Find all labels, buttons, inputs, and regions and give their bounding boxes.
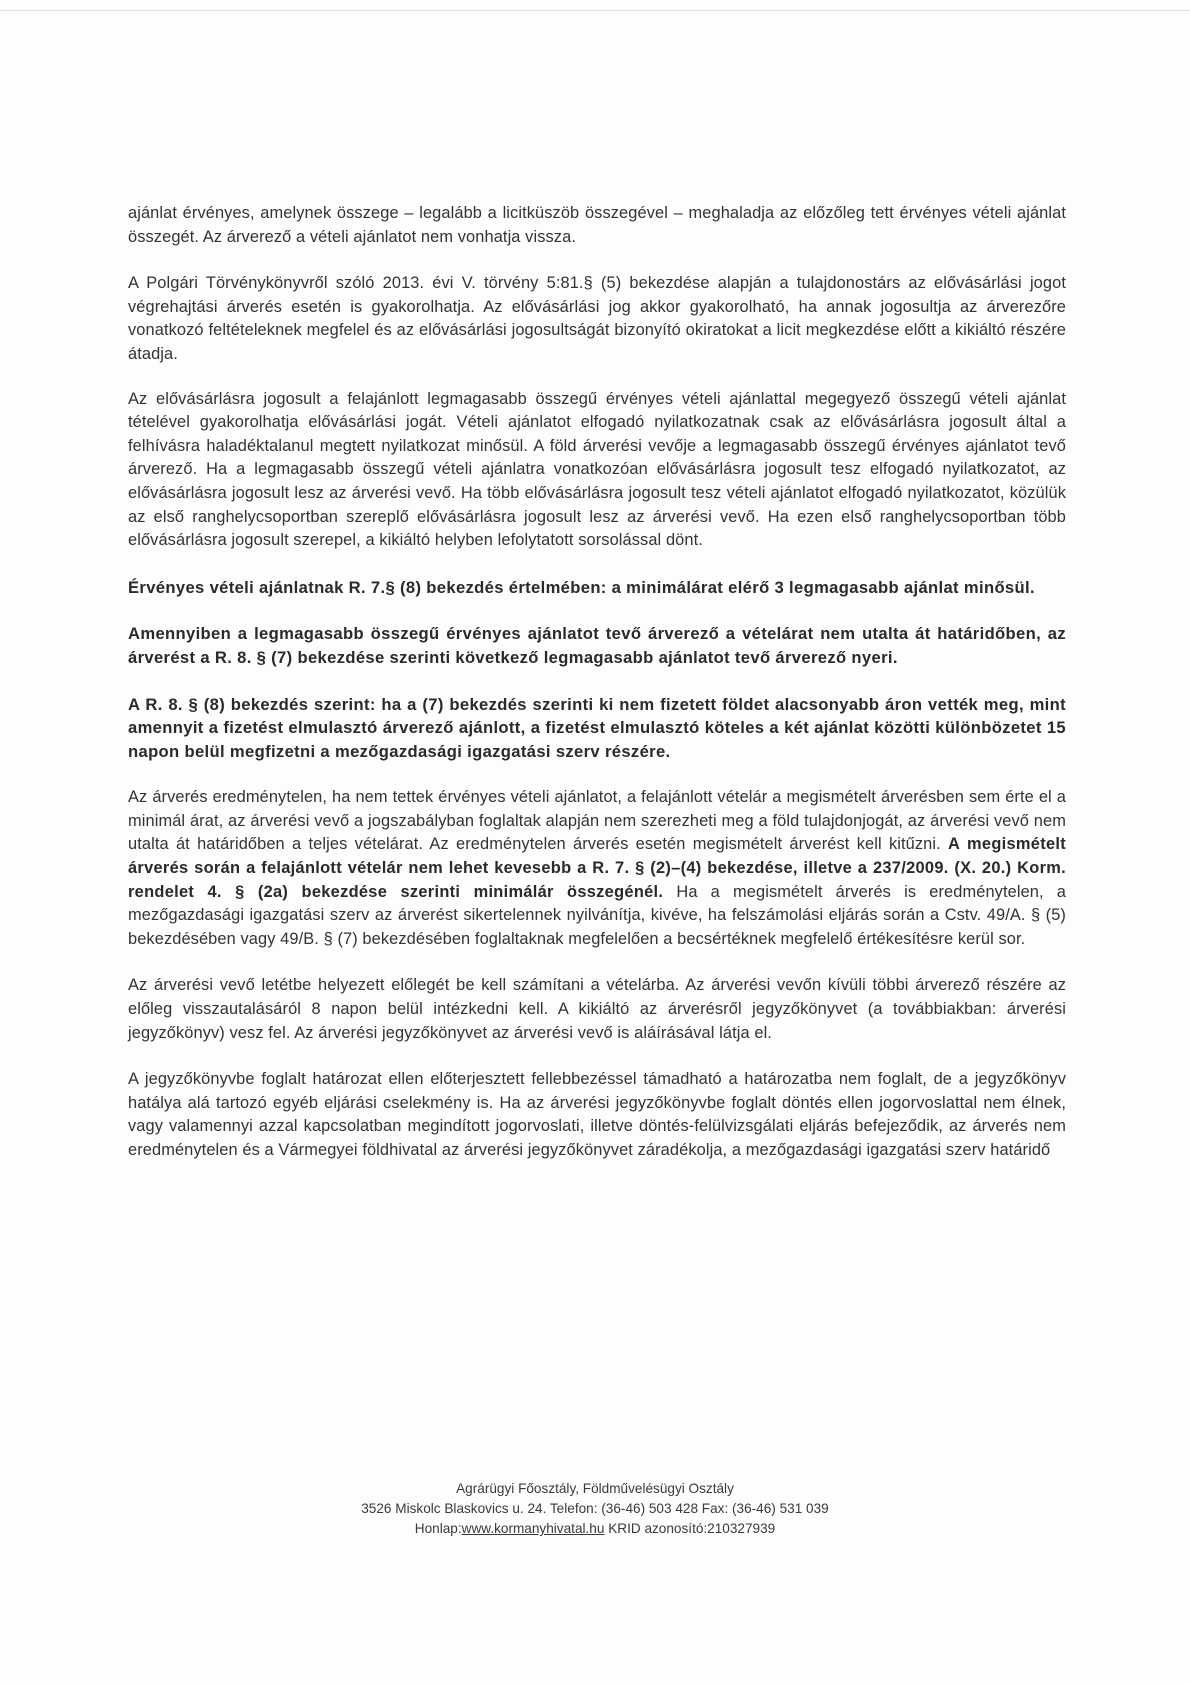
paragraph-preemption-exercise: Az elővásárlásra jogosult a felajánlott legmagasabb összegű érvényes vételi ajánlattal megegyező összegű vételi ajánlat tételével gyakorolhatja elővásárlási jogát. Vételi ajánlatot elfogadó nyilatkozatnak csak az elővásárlásra jogosult által a felhívásra haladéktalanul megtett nyilatkozat minősül. A föld árverési vevője a legmagasabb összegű érvényes ajánlatot tevő árverező. Ha a legmagasabb összegű vételi ajánlatra vonatkozóan elővásárlásra jogosult tesz elfogadó nyilatkozatot, az elővásárlásra jogosult lesz az árverési vevő. Ha több elővásárlásra jogosult tesz vételi ajánlatot elfogadó nyilatkozatot, közülük az első ranghelycsoportban szereplő elővásárlásra jogosult lesz az árverési vevő. Ha ezen első ranghelycsoportban több elővásárlásra jogosult szerepel, a kikiáltó helyben lefolytatott sorsolással dönt.: [128, 389, 1066, 550]
footer-department: Agrárügyi Főosztály, Földművelésügyi Osztály: [456, 1481, 734, 1496]
paragraph-valid-offer-definition: Érvényes vételi ajánlatnak R. 7.§ (8) bekezdés értelmében: a minimálárat elérő 3 legmagasabb ajánlat minősül.: [128, 577, 1035, 597]
top-scan-edge: [0, 10, 1190, 11]
paragraph-deposit: Az árverési vevő letétbe helyezett előlegét be kell számítani a vételárba. Az árverési vevőn kívüli többi árverező részére az előleg visszautalásáról 8 napon belül intézkedni kell. A kikiáltó az árverésről jegyzőkönyvet (a továbbiakban: árverési jegyzőkönyv) vesz fel. Az árverési jegyzőkönyvet az árverési vevő is aláírásával látja el.: [128, 976, 1066, 1042]
footer-web-label: Honlap:: [414, 1521, 462, 1536]
footer-krid: KRID azonosító:210327939: [604, 1521, 776, 1536]
footer-web: [0, 1519, 1190, 1539]
paragraph-unsuccessful-auction: [128, 786, 1066, 951]
unsuccessful-auction-text-1: Az árverés eredménytelen, ha nem tettek érvényes vételi ajánlatot, a felajánlott vételár a megismételt árverésben sem érte el a minimál árat, az árverési vevő a jogszabályban foglaltak alapján nem szerezheti meg a föld tulajdonjogát, az árverési vevő nem utalta át határidőben a teljes vételárat. Az eredménytelen árverés esetén megismételt árverést kell kitűzni.: [128, 788, 1066, 854]
paragraph-valid-offer: ajánlat érvényes, amelynek összege – legalább a licitküszöb összegével – meghaladja az előzőleg tett érvényes vételi ajánlat összegét. Az árverező a vételi ajánlatot nem vonhatja vissza.: [128, 204, 1066, 246]
document-body: [128, 202, 1066, 1163]
paragraph-appeal: A jegyzőkönyvbe foglalt határozat ellen előterjesztett fellebbezéssel támadható a határozatba nem foglalt, de a jegyzőkönyv hatálya alá tartozó egyéb eljárási cselekmény is. Ha az árverési jegyzőkönyvbe foglalt döntés ellen jogorvoslattal nem élnek, vagy valamennyi azzal kapcsolatban megindított jogorvoslati, illetve döntés-felülvizsgálati eljárás befejeződik, az árverés nem eredménytelen és a Vármegyei földhivatal az árverési jegyzőkönyvet záradékolja, a mezőgazdasági igazgatási szerv határidő: [128, 1070, 1066, 1159]
footer-address: 3526 Miskolc Blaskovics u. 24. Telefon: (36-46) 503 428 Fax: (36-46) 531 039: [361, 1501, 829, 1516]
repeated-auction-minimum-price: A megismételt árverés során a felajánlott vételár nem lehet kevesebb a R. 7. § (2)–(4) bekezdése, illetve a 237/2009. (X. 20.) Korm. rendelet 4. § (2a) bekezdése szerinti minimálár összegénél.: [128, 835, 1066, 901]
paragraph-preemption-right: A Polgári Törvénykönyvről szóló 2013. évi V. törvény 5:81.§ (5) bekezdése alapján a tulajdonostárs az elővásárlási jogot végrehajtási árverés esetén is gyakorolhatja. Az elővásárlási jog akkor gyakorolható, ha annak jogosultja az árverezőre vonatkozó feltételeknek megfelel és az elővásárlási jogosultságát bizonyító okiratokat a licit megkezdése előtt a kikiáltó részére átadja.: [128, 274, 1066, 363]
unsuccessful-auction-text-2: Ha a megismételt árverés is eredménytelen, a mezőgazdasági igazgatási szerv az árverést sikertelennek nyilvánítja, kivéve, ha felszámolási eljárás során a Cstv. 49/A. § (5) bekezdésében vagy 49/B. § (7) bekezdésében foglaltaknak megfelelően a becsértéknek megfelelő értékesítésre kerül sor.: [128, 882, 1066, 948]
paragraph-price-difference: A R. 8. § (8) bekezdés szerint: ha a (7) bekezdés szerinti ki nem fizetett földet alacsonyabb áron vették meg, mint amennyit a fizetést elmulasztó árverező ajánlott, a fizetést elmulasztó köteles a két ajánlat közötti különbözetet 15 napon belül megfizetni a mezőgazdasági igazgatási szerv részére.: [128, 694, 1066, 761]
paragraph-next-highest-bidder: Amennyiben a legmagasabb összegű érvényes ajánlatot tevő árverező a vételárat nem utalta át határidőben, az árverést a R. 8. § (7) bekezdése szerinti következő legmagasabb ajánlatot tevő árverező nyeri.: [128, 624, 1066, 667]
footer-website-link[interactable]: www.kormanyhivatal.hu: [461, 1521, 605, 1536]
page-footer: [0, 1479, 1190, 1539]
